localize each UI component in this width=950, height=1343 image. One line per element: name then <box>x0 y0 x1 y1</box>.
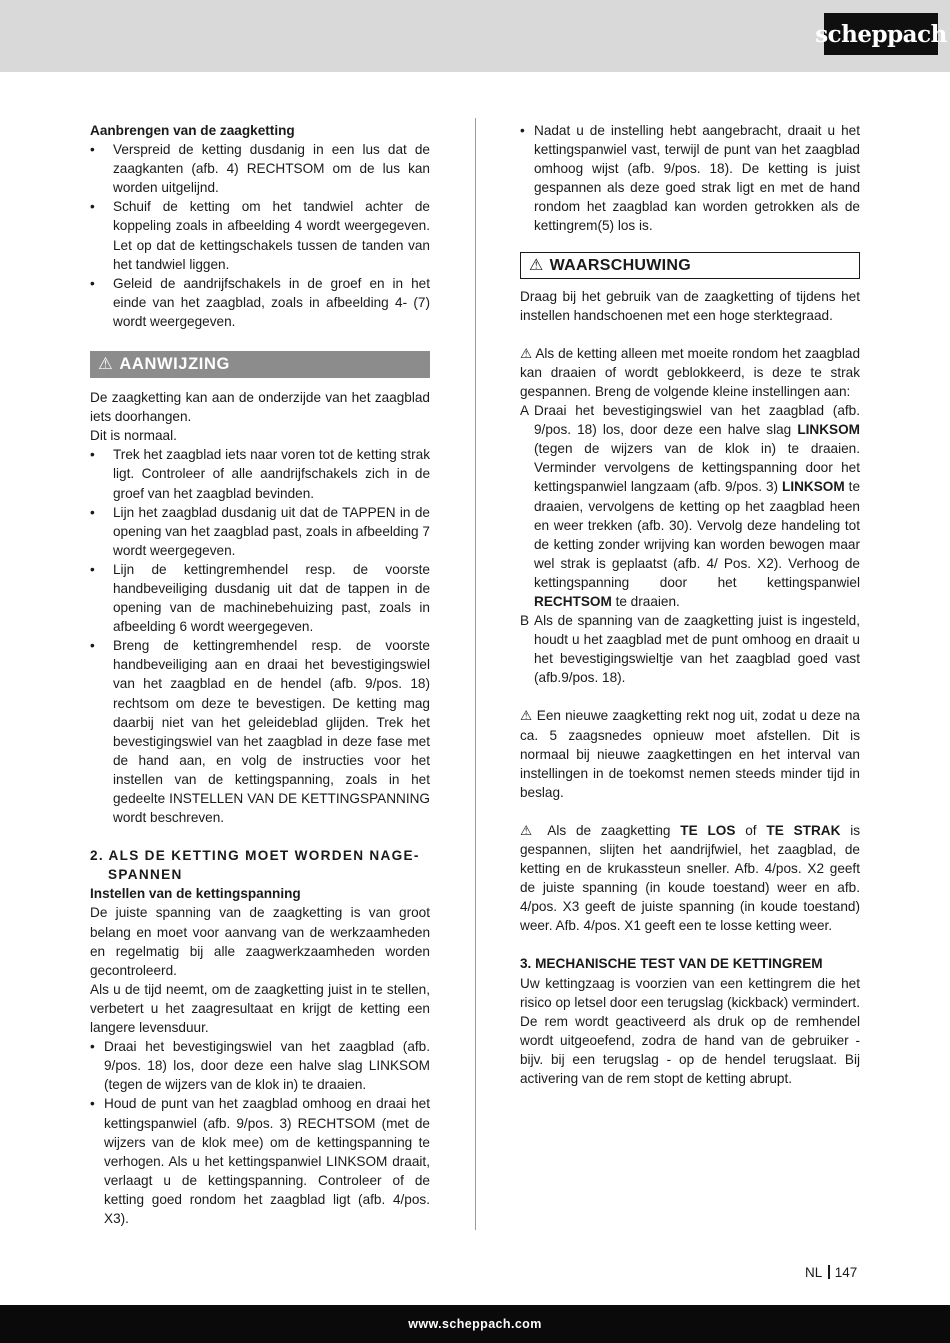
website-link[interactable]: www.scheppach.com <box>408 1317 542 1331</box>
section-heading-retension: 2. ALS DE KETTING MOET WORDEN NAGE- SPANNEN <box>90 848 420 883</box>
warning-title: WAARSCHUWING <box>549 256 692 274</box>
warning-paragraph: Draag bij het gebruik van de zaagketting of tijdens het instellen handschoenen met een hoge sterktegraad. <box>520 288 860 323</box>
warning-icon: ⚠ <box>529 256 544 274</box>
warning-banner <box>520 252 860 279</box>
step-letter: A <box>520 403 530 419</box>
paragraph: Uw kettingzaag is voorzien van een kettingrem die het risico op letsel door een terugslag (kickback) vermindert. De rem wordt geactiveerd als druk op de remhendel wordt uitgeoefend, zodra de hand van de gebruiker - bijv. bij een terugslag - op de hendel terugslaat. Bij activering van de rem stopt de ketting abrupt. <box>520 975 860 1087</box>
list-item: • Schuif de ketting om het tandwiel achter de koppeling zoals in afbeelding 4 wordt weergegeven. Let op dat de kettingschakels tussen de tanden van het tandwiel liggen. <box>90 199 430 272</box>
paragraph: De juiste spanning van de zaagketting is van groot belang en moet voor aanvang van de werkzaamheden en regelmatig bij alle zaagwerkzaamheden worden gecontroleerd. <box>90 905 430 978</box>
section-heading-brake-test: 3. MECHANISCHE TEST VAN DE KETTINGREM <box>520 956 823 972</box>
page-number-value: 147 <box>834 1265 858 1280</box>
tension-list-continued <box>520 121 860 236</box>
footer-bar <box>0 1305 950 1343</box>
brand-logo <box>815 13 947 55</box>
list-item: • Trek het zaagblad iets naar voren tot de ketting strak ligt. Controleer of alle aandrijfschakels zich in de groef van het zaagblad bevinden. <box>90 447 430 501</box>
warning-icon: ⚠ <box>520 822 539 838</box>
list-item: • Draai het bevestigingswiel van het zaagblad (afb. 9/pos. 18) los, door deze een halve slag LINKSOM (tegen de wijzers van de klok in) te draaien. <box>90 1039 430 1093</box>
note-paragraph: De zaagketting kan aan de onderzijde van het zaagblad iets doorhangen. <box>90 390 430 425</box>
section-heading-mount-chain: Aanbrengen van de zaagketting <box>90 123 295 138</box>
note-title: AANWIJZING <box>119 354 230 373</box>
page-number <box>805 1265 857 1280</box>
caution-paragraph: ⚠ Als de zaagketting TE LOS of TE STRAK is gespannen, slijten het aandrijfwiel, het zaagblad, de ketting en de krukassteun sneller. Afb. 4/pos. X2 geeft de juiste spanning (in koude toestand) weer en afb. 4/pos. X3 geeft de juiste spanning (in koude toestand) weer. Afb. 4/pos. X1 geeft een te losse ketting weer. <box>520 822 861 934</box>
note-paragraph: Dit is normaal. <box>90 428 177 444</box>
note-list <box>90 445 430 827</box>
step-b: B Als de spanning van de zaagketting juist is ingesteld, houdt u het zaagblad met de punt omhoog en draait u het bevestigingswieltje van het zaagblad goed vast (afb.9/pos. 18). <box>520 613 860 686</box>
note-banner <box>90 351 430 378</box>
tension-list <box>90 1037 430 1228</box>
warning-icon: ⚠ <box>520 708 533 724</box>
caution-paragraph: ⚠ Als de ketting alleen met moeite rondom het zaagblad kan draaien of wordt geblokkeerd, is deze te strak gespannen. Breng de volgende kleine instellingen aan: <box>520 345 860 399</box>
column-divider <box>475 118 476 1230</box>
language-code: NL <box>805 1265 823 1280</box>
brand-logo-text: scheppach <box>815 20 947 48</box>
step-a: A Draai het bevestigingswiel van het zaagblad (afb. 9/pos. 18) los, door deze een halve slag LINKSOM (tegen de wijzers van de klok in) te draaien. Verminder vervolgens de kettingspanning door het kettingspanwiel langzaam (afb. 9/pos. 3) LINKSOM te draaien, vervolgens de ketting op het zaagblad heen en weer trekken (afb. 30). Vervolg deze handeling tot de ketting zonder wrijving kan worden bewogen maar wel strak is geplaatst (afb. 4/ Pos. X2). Verhoog de kettingspanning door het kettingspanwiel RECHTSOM te draaien. <box>520 403 860 609</box>
list-item: • Houd de punt van het zaagblad omhoog en draai het kettingspanwiel (afb. 9/pos. 3) RECHTSOM (met de wijzers van de klok mee) om de kettingspanning te verhogen. Als u het kettingspanwiel LINKSOM draait, verlaagt u de kettingspanning. Controleer of de ketting goed rondom het zaagblad ligt (afb. 4/pos. X3). <box>90 1096 430 1226</box>
step-letter: B <box>520 613 530 629</box>
list-item: • Verspreid de ketting dusdanig in een lus dat de zaagkanten (afb. 4) RECHTSOM om de lus kan worden uitgelijnd. <box>90 142 430 196</box>
subheading-chain-tension: Instellen van de kettingspanning <box>90 886 301 902</box>
list-item: • Nadat u de instelling hebt aangebracht, draait u het kettingspanwiel vast, terwijl de punt van het zaagblad omhoog wijst (afb. 9/pos. 18). De ketting is juist gespannen als deze goed strak ligt en met de hand rondom het zaagblad kan worden getrokken als de kettingrem(5) los is. <box>520 123 860 234</box>
list-item: • Lijn het zaagblad dusdanig uit dat de TAPPEN in de opening van het zaagblad past, zoals in afbeelding 7 wordt weergegeven. <box>90 504 430 558</box>
mount-chain-list <box>90 140 430 331</box>
paragraph: Als u de tijd neemt, om de zaagketting juist in te stellen, verbetert u het zaagresultaat en krijgt de ketting een langere levensduur. <box>90 981 430 1036</box>
list-item: • Breng de kettingremhendel resp. de voorste handbeveiliging aan en draai het bevestigingswiel van het zaagblad en de hendel (afb. 9/pos. 18) rechtsom om deze te bevestigen. De ketting mag daarbij niet van het geleideblad glijden. Trek het bevestigingswiel van het zaagblad in deze fase met de hand aan, en volg de instructies voor het instellen van de kettingspanning, zoals in het gedeelte INSTELLEN VAN DE KETTINGSPANNING wordt beschreven. <box>90 638 430 826</box>
warning-icon: ⚠ <box>98 354 114 373</box>
header-bar <box>0 0 950 72</box>
list-item: • Geleid de aandrijfschakels in de groef en in het einde van het zaagblad, zoals in afbeelding 4- (7) wordt weergegeven. <box>90 275 430 329</box>
warning-icon: ⚠ <box>520 345 533 361</box>
caution-paragraph: ⚠ Een nieuwe zaagketting rekt nog uit, zodat u deze na ca. 5 zaagsnedes opnieuw moet afstellen. Dit is normaal bij nieuwe zaagkettingen en het interval van instellingen in de toekomst nemen steeds minder tijd in beslag. <box>520 708 860 800</box>
left-column <box>90 121 430 1228</box>
list-item: • Lijn de kettingremhendel resp. de voorste handbeveiliging dusdanig uit dat de tappen in de opening van de machinebehuizing past, zoals in afbeelding 6 wordt weergegeven. <box>90 561 430 635</box>
right-column <box>520 121 860 1088</box>
